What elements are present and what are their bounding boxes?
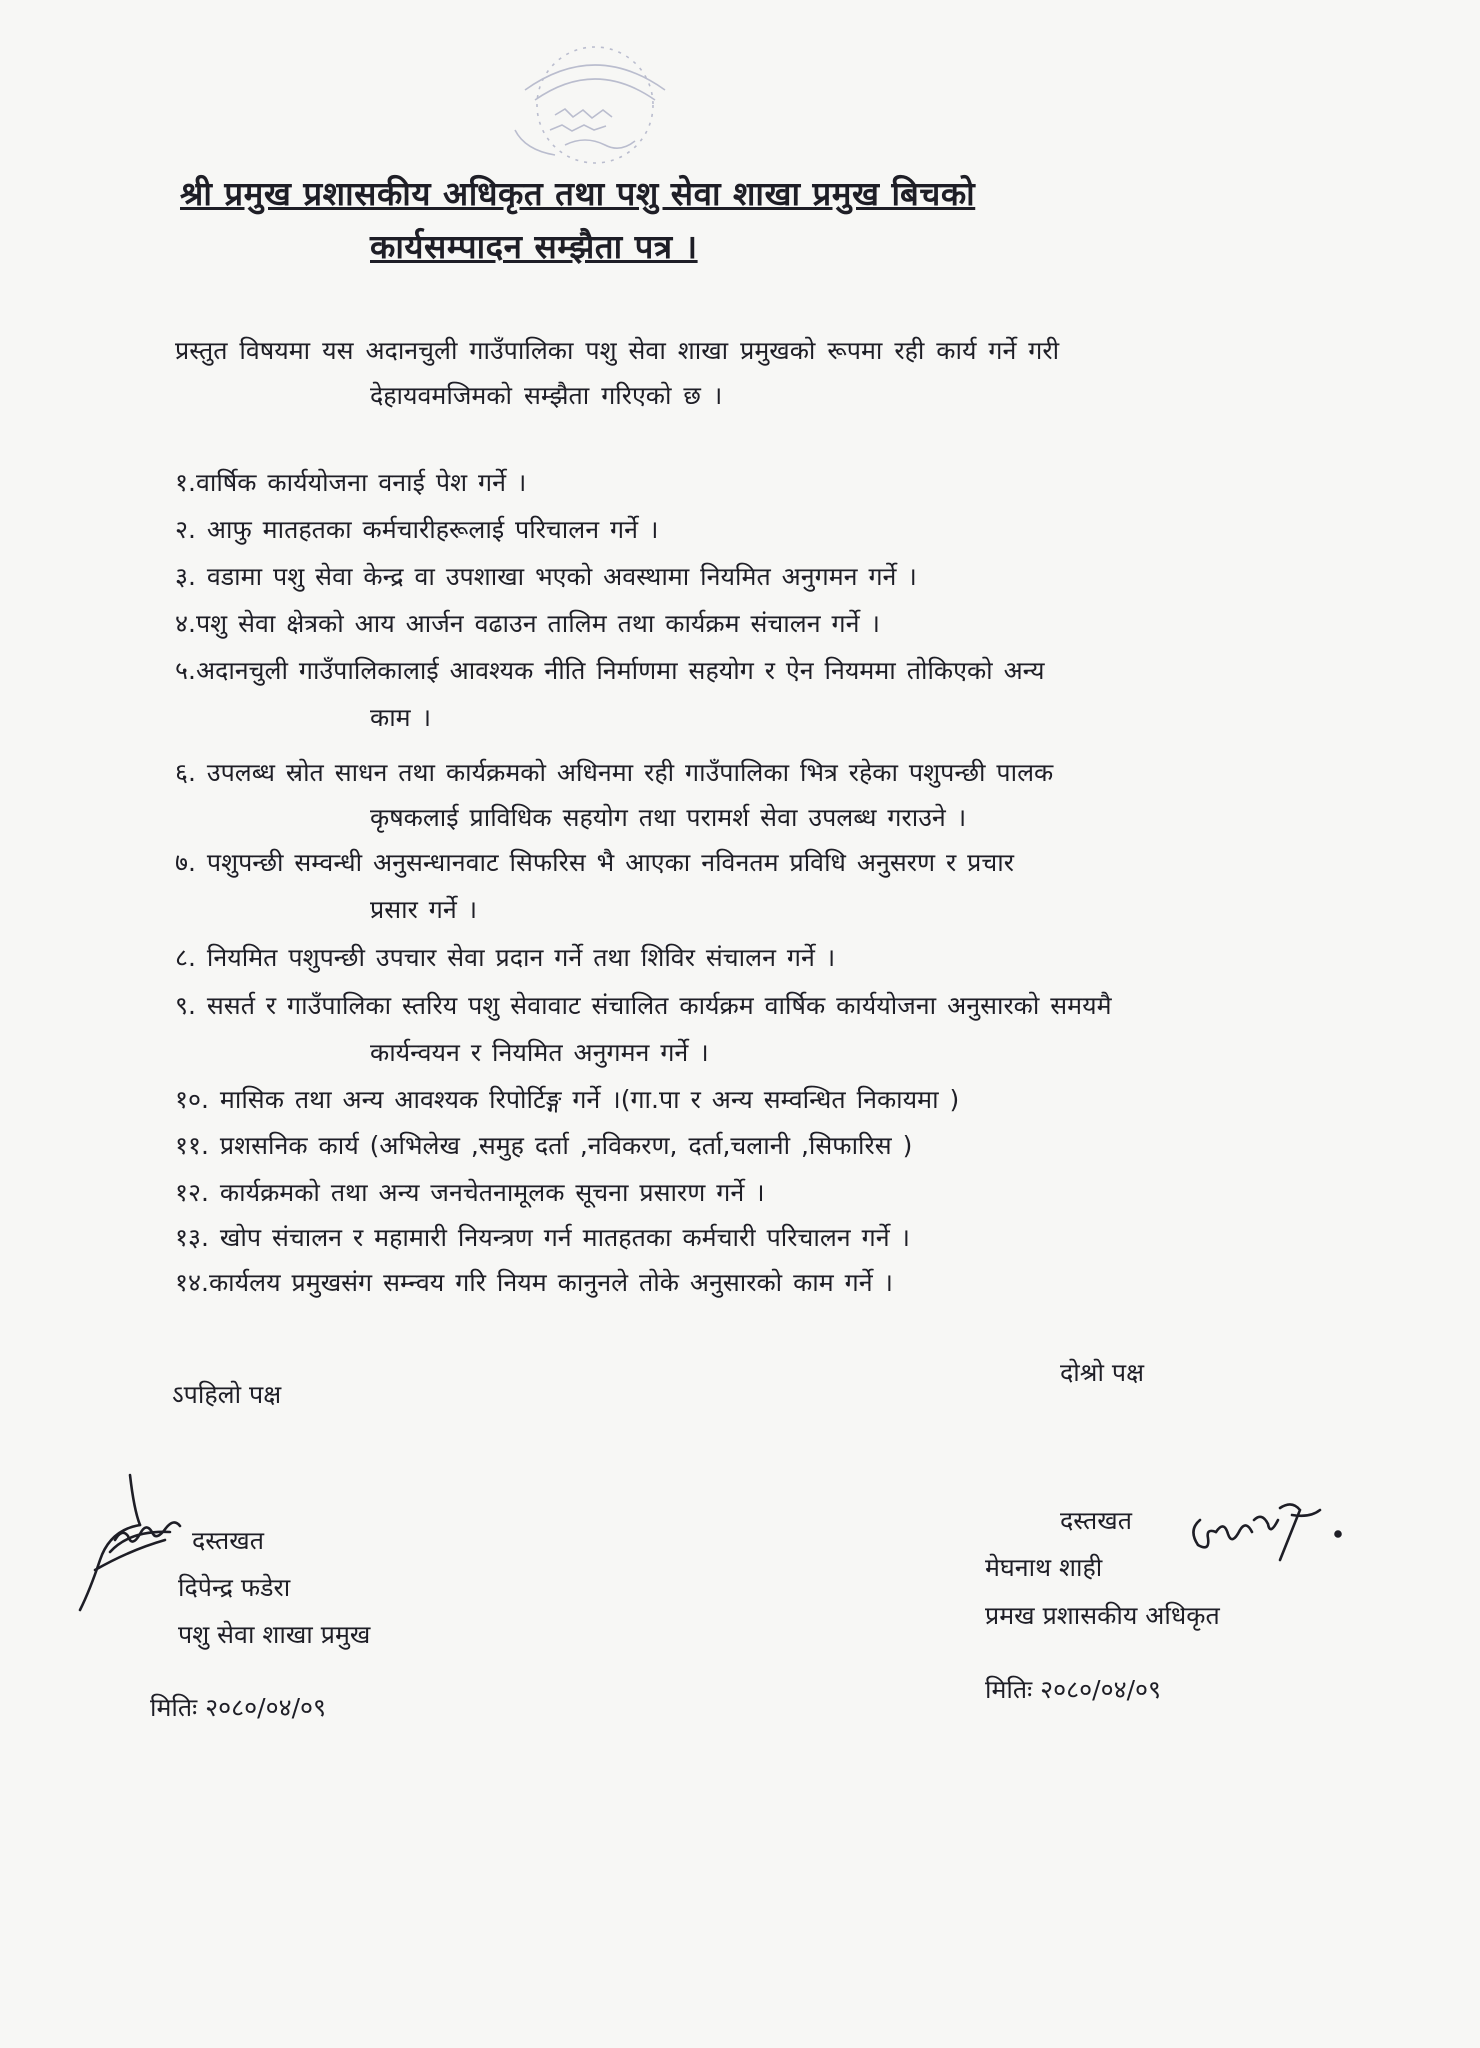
list-item-7-continued: प्रसार गर्ने । [370,895,478,924]
list-item-10: १०. मासिक तथा अन्य आवश्यक रिपोर्टिङ्ग गर्ने ।(गा.पा र अन्य सम्वन्धित निकायमा ) [175,1085,960,1114]
first-party-sign-label: दस्तखत [192,1526,264,1555]
list-item-6: ६. उपलब्ध स्रोत साधन तथा कार्यक्रमको अधिनमा रही गाउँपालिका भित्र रहेका पशुपन्छी पालक [175,758,1054,787]
list-item-11: ११. प्रशसनिक कार्य (अभिलेख ,समुह दर्ता ,नविकरण, दर्ता,चलानी ,सिफारिस ) [175,1131,913,1160]
document-title-line-1: श्री प्रमुख प्रशासकीय अधिकृत तथा पशु सेवा शाखा प्रमुख बिचको [180,174,976,213]
first-party-name: दिपेन्द्र फडेरा [178,1573,291,1602]
list-item-6-continued: कृषकलाई प्राविधिक सहयोग तथा परामर्श सेवा उपलब्ध गराउने । [370,803,967,832]
intro-paragraph-line-1: प्रस्तुत विषयमा यस अदानचुली गाउँपालिका पशु सेवा शाखा प्रमुखको रूपमा रही कार्य गर्ने गरी [175,336,1060,365]
list-item-3: ३. वडामा पशु सेवा केन्द्र वा उपशाखा भएको अवस्थामा नियमित अनुगमन गर्ने । [175,562,917,591]
list-item-1: १.वार्षिक कार्ययोजना वनाई पेश गर्ने । [175,468,527,497]
first-party-date: मितिः २०८०/०४/०९ [150,1693,326,1722]
office-seal-stamp [495,30,695,180]
list-item-5: ५.अदानचुली गाउँपालिकालाई आवश्यक नीति निर्माणमा सहयोग र ऐन नियममा तोकिएको अन्य [175,656,1045,685]
second-party-label: दोश्रो पक्ष [1060,1358,1144,1387]
first-party-label: ऽपहिलो पक्ष [172,1380,282,1409]
list-item-9-continued: कार्यन्वयन र नियमित अनुगमन गर्ने । [370,1038,709,1067]
document-title-line-2: कार्यसम्पादन सम्झैता पत्र । [370,227,698,266]
list-item-5-continued: काम । [370,703,432,732]
list-item-14: १४.कार्यलय प्रमुखसंग सम्न्वय गरि नियम कानुनले तोके अनुसारको काम गर्ने । [175,1268,894,1297]
list-item-12: १२. कार्यक्रमको तथा अन्य जनचेतनामूलक सूचना प्रसारण गर्ने । [175,1178,765,1207]
list-item-7: ७. पशुपन्छी सम्वन्धी अनुसन्धानवाट सिफरिस भै आएका नविनतम प्रविधि अनुसरण र प्रचार [175,848,1014,877]
list-item-13: १३. खोप संचालन र महामारी नियन्त्रण गर्न मातहतका कर्मचारी परिचालन गर्ने । [175,1223,910,1252]
list-item-2: २. आफु मातहतका कर्मचारीहरूलाई परिचालन गर्ने । [175,515,659,544]
second-party-sign-label: दस्तखत [1060,1506,1132,1535]
second-party-post: प्रमख प्रशासकीय अधिकृत [985,1601,1220,1630]
second-party-date: मितिः २०८०/०४/०९ [985,1675,1161,1704]
intro-paragraph-line-2: देहायवमजिमको सम्झैता गरिएको छ । [370,381,723,410]
list-item-4: ४.पशु सेवा क्षेत्रको आय आर्जन वढाउन तालिम तथा कार्यक्रम संचालन गर्ने । [175,609,880,638]
list-item-8: ८. नियमित पशुपन्छी उपचार सेवा प्रदान गर्ने तथा शिविर संचालन गर्ने । [175,943,836,972]
list-item-9: ९. ससर्त र गाउँपालिका स्तरिय पशु सेवावाट संचालित कार्यक्रम वार्षिक कार्ययोजना अनुसारको समयमै [175,991,1112,1020]
first-party-post: पशु सेवा शाखा प्रमुख [178,1620,371,1649]
second-party-name: मेघनाथ शाही [985,1553,1103,1582]
second-party-signature [1180,1490,1350,1580]
